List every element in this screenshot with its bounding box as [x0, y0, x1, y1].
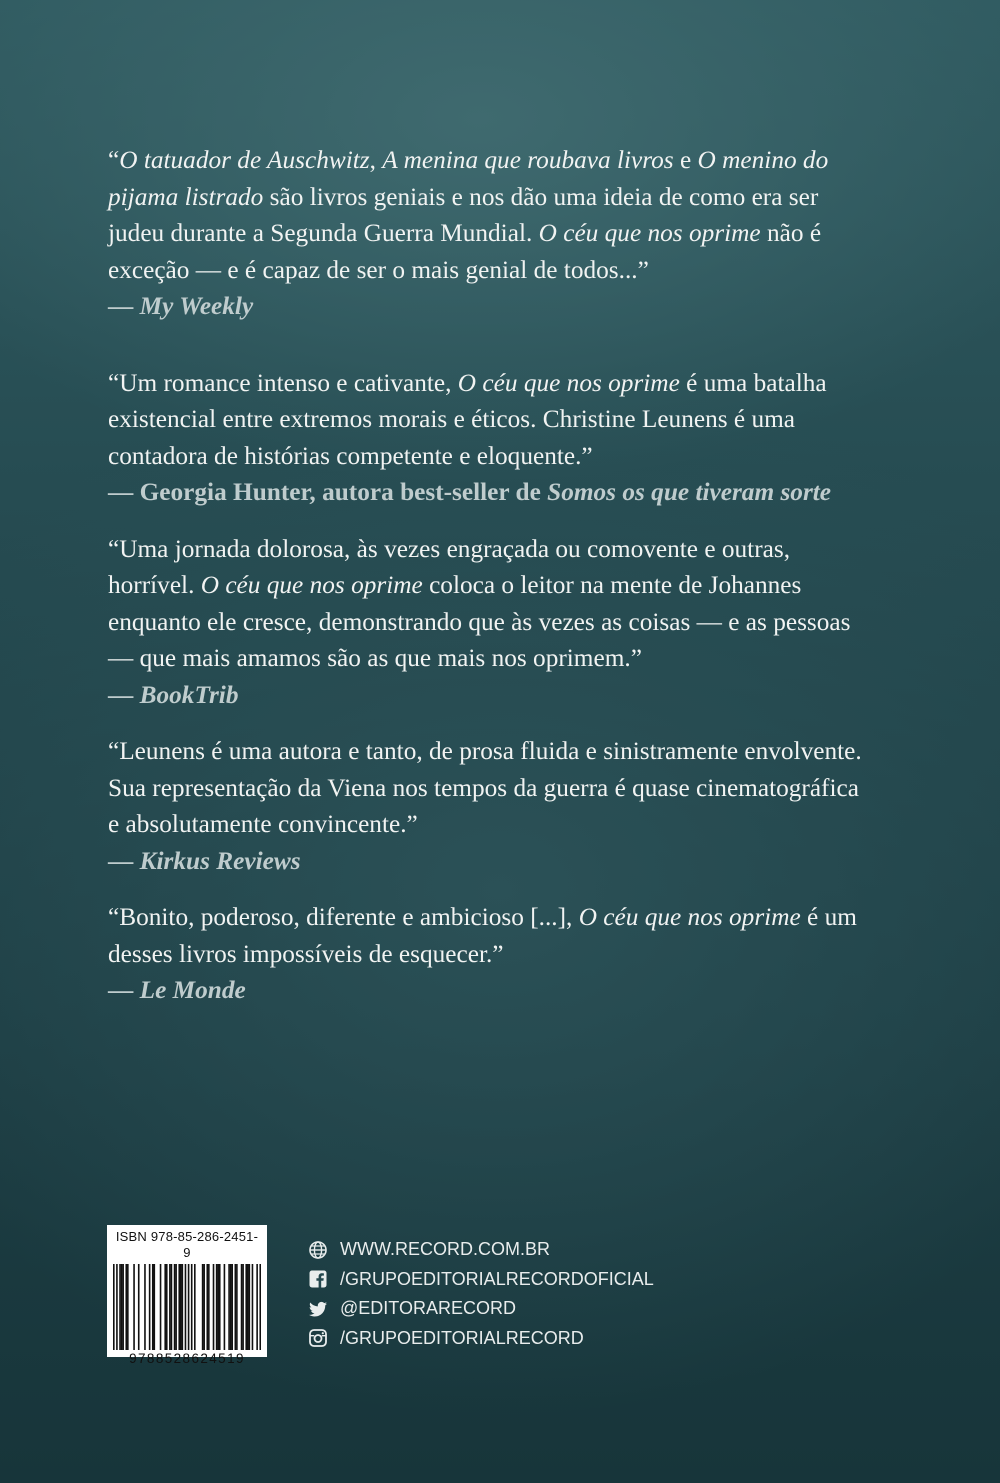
quote-text: “Uma jornada dolorosa, às vezes engraçada ou comovente e outras, horrível. O céu que nos oprime coloca o leitor na mente de Johannes enquanto ele cresce, demonstrando que às vezes as coisas — e as pessoas — que mais amamos são as que mais nos oprimem.”	[108, 534, 851, 672]
barcode-bar	[228, 1264, 230, 1350]
barcode-bar	[180, 1264, 182, 1350]
barcode-bar	[191, 1264, 193, 1350]
barcode-bar	[194, 1264, 196, 1350]
barcode-bar	[245, 1264, 247, 1350]
barcode-bar	[116, 1264, 118, 1350]
barcode-bar	[242, 1264, 244, 1350]
barcode-bar	[160, 1264, 162, 1350]
barcode-bar	[119, 1264, 121, 1350]
barcode-bar	[169, 1264, 171, 1350]
barcode-bar	[125, 1264, 127, 1350]
barcode-bar	[217, 1264, 219, 1350]
barcode-bar	[133, 1264, 135, 1350]
contact-twitter[interactable]	[308, 1294, 654, 1324]
review-quote	[108, 899, 868, 1009]
quote-attribution: — Kirkus Reviews	[108, 846, 301, 875]
contact-instagram[interactable]	[308, 1324, 654, 1354]
barcode-bar	[202, 1264, 204, 1350]
barcode-bar	[256, 1264, 258, 1350]
quote-attribution: — Le Monde	[108, 976, 246, 1004]
barcode-bar	[113, 1264, 115, 1350]
barcode-bar	[175, 1264, 177, 1350]
contact-facebook[interactable]	[308, 1265, 654, 1295]
barcode-bar	[236, 1264, 238, 1350]
barcode-bar	[182, 1264, 184, 1350]
barcode-bar	[241, 1264, 243, 1350]
barcode-bar	[216, 1264, 218, 1350]
barcode-number: 9788528624519	[129, 1351, 245, 1366]
twitter-icon	[308, 1299, 328, 1319]
barcode-bar	[178, 1264, 180, 1350]
contact-label: WWW.RECORD.COM.BR	[340, 1239, 550, 1260]
quote-attribution: — My Weekly	[108, 292, 254, 320]
barcode-bar	[231, 1264, 233, 1350]
barcode-bar	[127, 1264, 129, 1350]
barcode-bar	[122, 1264, 124, 1350]
review-quote	[108, 142, 868, 325]
barcode-bar	[213, 1264, 215, 1350]
review-quotes	[108, 142, 868, 1009]
globe-icon	[308, 1240, 328, 1260]
barcode-bar	[185, 1264, 187, 1350]
barcode-bar	[174, 1264, 176, 1350]
facebook-icon	[308, 1269, 328, 1289]
barcode-bar	[188, 1264, 190, 1350]
barcode-bar	[224, 1264, 226, 1350]
barcode-bar	[149, 1264, 151, 1350]
isbn-label: ISBN 978-85-286-2451-9	[115, 1229, 259, 1260]
barcode-bar	[219, 1264, 221, 1350]
barcode-bar	[206, 1264, 208, 1350]
barcode-bar	[230, 1264, 232, 1350]
barcode-bar	[152, 1264, 154, 1350]
barcode-bar	[171, 1264, 173, 1350]
publisher-contacts	[308, 1235, 654, 1353]
quote-text: “Um romance intenso e cativante, O céu que nos oprime é uma batalha existencial entre extremos morais e éticos. Christine Leunens é uma contadora de histórias competente e eloquente.”	[108, 368, 827, 470]
quote-text: “Bonito, poderoso, diferente e ambicioso [...], O céu que nos oprime é um desses livros impossíveis de esquecer.”	[108, 903, 857, 968]
review-quote	[108, 531, 868, 714]
contact-label: /GRUPOEDITORIALRECORDOFICIAL	[340, 1268, 654, 1289]
isbn-barcode	[107, 1225, 267, 1366]
quote-text: “Leunens é uma autora e tanto, de prosa fluida e sinistramente envolvente. Sua representação da Viena nos tempos da guerra é quase cinematográfica e absolutamente convincente.”	[108, 737, 862, 838]
quote-text: “O tatuador de Auschwitz, A menina que roubava livros e O menino do pijama listrado são livros geniais e nos dão uma ideia de como era ser judeu durante a Segunda Guerra Mundial. O céu que nos oprime não é exceção — e é capaz de ser o mais genial de todos...”	[108, 146, 829, 284]
barcode-bar	[247, 1264, 249, 1350]
barcode-bars	[113, 1264, 261, 1350]
barcode-bar	[144, 1264, 146, 1350]
instagram-icon	[308, 1328, 328, 1348]
barcode-bar	[235, 1264, 237, 1350]
barcode-bar	[259, 1264, 261, 1350]
contact-label: @EDITORARECORD	[340, 1298, 516, 1319]
barcode-bar	[138, 1264, 140, 1350]
barcode-bar	[252, 1264, 254, 1350]
barcode-bar	[249, 1264, 251, 1350]
barcode-bar	[121, 1264, 123, 1350]
barcode-bar	[203, 1264, 205, 1350]
quote-attribution: — BookTrib	[108, 680, 239, 709]
barcode-bar	[154, 1264, 156, 1350]
contact-label: /GRUPOEDITORIALRECORD	[340, 1327, 584, 1348]
review-quote	[108, 365, 868, 511]
barcode-bar	[166, 1264, 168, 1350]
barcode-bar	[164, 1264, 166, 1350]
quote-attribution: — Georgia Hunter, autora best-seller de Somos os que tiveram sorte	[108, 478, 832, 506]
barcode-bar	[208, 1264, 210, 1350]
contact-website[interactable]	[308, 1235, 654, 1265]
review-quote	[108, 733, 868, 879]
